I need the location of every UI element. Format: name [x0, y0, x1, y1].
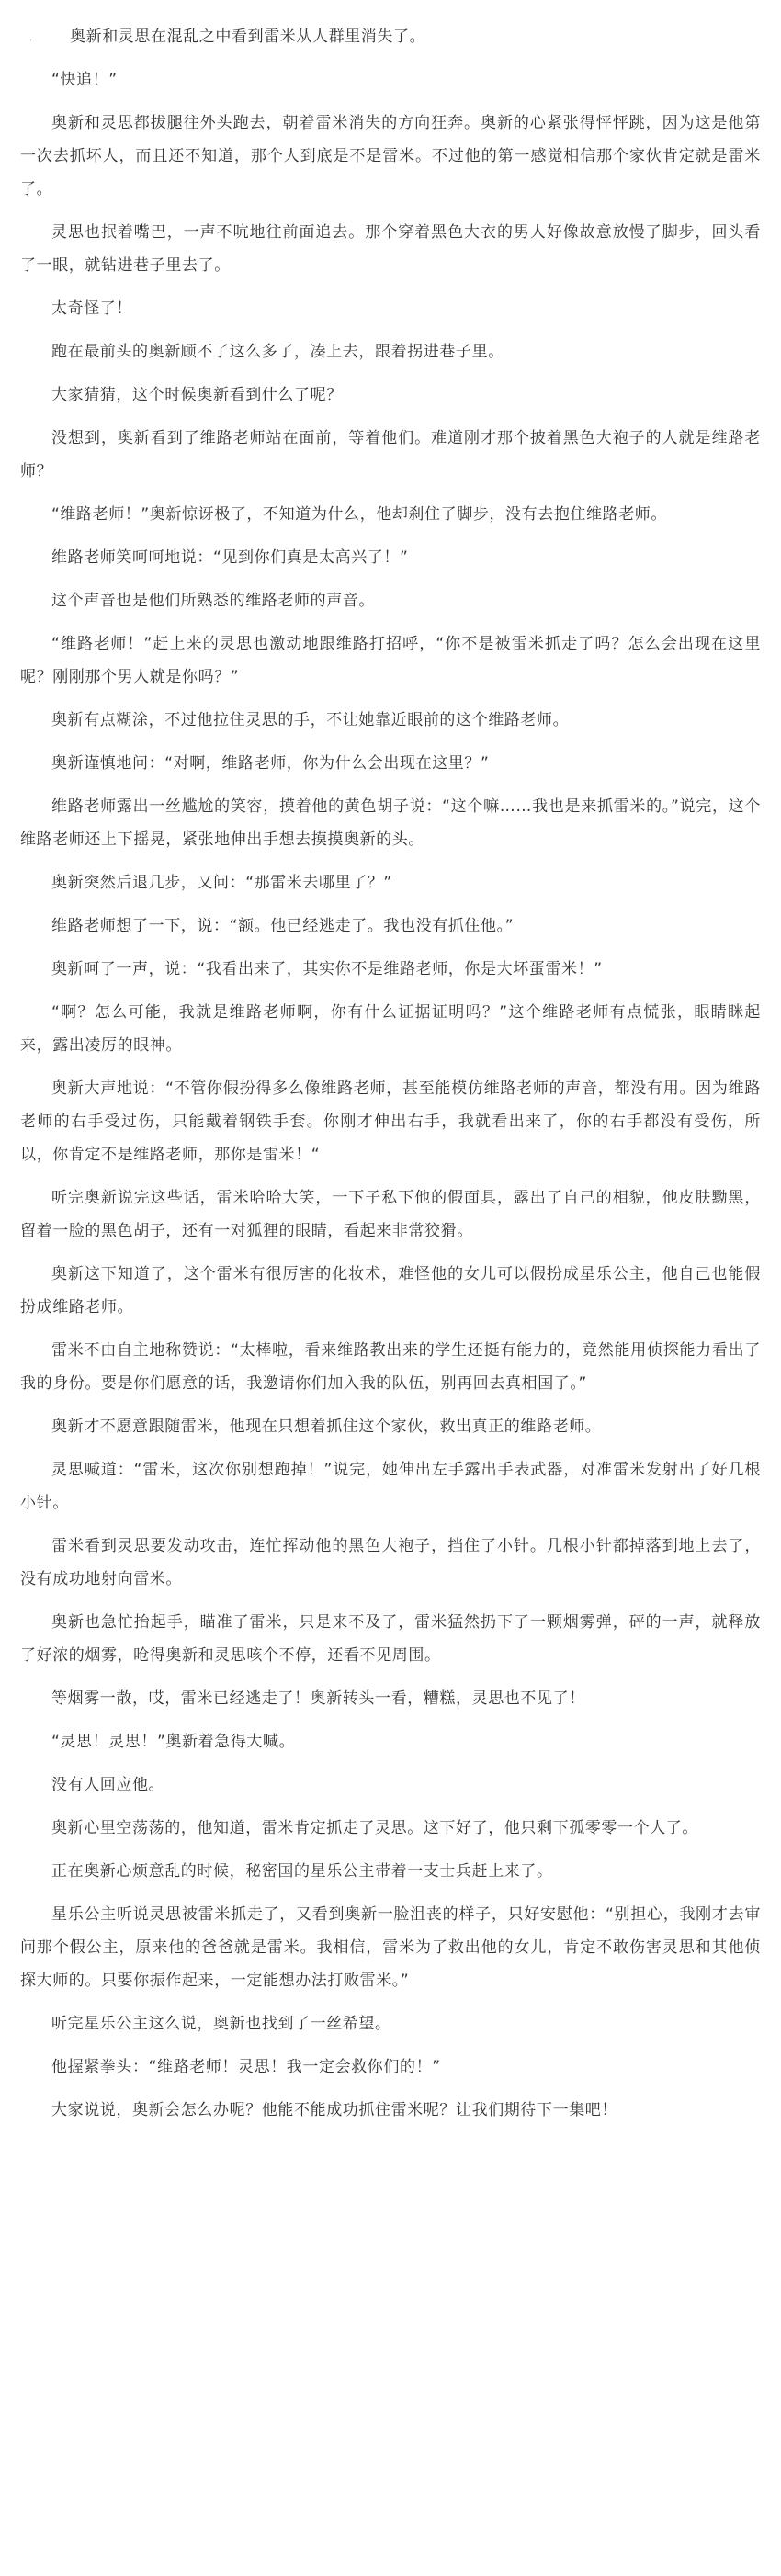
lead-mark: .: [29, 33, 33, 43]
story-paragraph: 大家说说，奥新会怎么办呢？他能不能成功抓住雷米呢？让我们期待下一集吧！: [51, 2101, 617, 2119]
story-paragraph: “啊？怎么可能，我就是维路老师啊，你有什么证据证明吗？”这个维路老师有点慌张，眼睛眯起来，露出凌厉的眼神。: [20, 1003, 761, 1055]
story-paragraph: 灵思也抿着嘴巴，一声不吭地往前面追去。那个穿着黑色大衣的男人好像故意放慢了脚步，回头看了一眼，就钻进巷子里去了。: [20, 223, 761, 275]
story-paragraph: 奥新有点糊涂，不过他拉住灵思的手，不让她靠近眼前的这个维路老师。: [51, 711, 570, 729]
story-paragraph: 灵思喊道：“雷米，这次你别想跑掉！”说完，她伸出左手露出手表武器，对准雷米发射出了好几根小针。: [20, 1461, 761, 1512]
story-paragraph: “快追！”: [51, 71, 118, 89]
story-paragraph: 正在奥新心烦意乱的时候，秘密国的星乐公主带着一支士兵赶上来了。: [51, 1862, 553, 1881]
story-paragraph: “维路老师！”奥新惊讶极了，不知道为什么，他却刹住了脚步，没有去抱住维路老师。: [51, 505, 668, 524]
story-paragraph: 维路老师笑呵呵地说：“见到你们真是太高兴了！”: [51, 548, 409, 567]
story-paragraph: 奥新突然后退几步，又问：“那雷米去哪里了？”: [51, 874, 392, 892]
story-paragraph: 奥新也急忙抬起手，瞄准了雷米，只是来不及了，雷米猛然扔下了一颗烟雾弹，砰的一声，就释放了好浓的烟雾，呛得奥新和灵思咳个不停，还看不见周围。: [20, 1613, 761, 1665]
story-paragraph: 奥新和灵思在混乱之中看到雷米从人群里消失了。: [70, 28, 426, 46]
story-paragraph: 听完星乐公主这么说，奥新也找到了一丝希望。: [51, 2015, 391, 2033]
story-paragraph: 雷米看到灵思要发动攻击，连忙挥动他的黑色大袍子，挡住了小针。几根小针都掉落到地上去了，没有成功地射向雷米。: [20, 1537, 761, 1588]
story-paragraph: 没有人回应他。: [51, 1776, 165, 1794]
story-paragraph: 维路老师露出一丝尴尬的笑容，摸着他的黄色胡子说：“这个嘛……我也是来抓雷米的。”说完，这个维路老师还上下摇晃，紧张地伸出手想去摸摸奥新的头。: [20, 797, 761, 849]
story-paragraph: 奥新这下知道了，这个雷米有很厉害的化妆术，难怪他的女儿可以假扮成星乐公主，他自己也能假扮成维路老师。: [20, 1265, 761, 1316]
story-paragraph: 奥新才不愿意跟随雷米，他现在只想着抓住这个家伙，救出真正的维路老师。: [51, 1418, 602, 1436]
story-paragraph: 跑在最前头的奥新顾不了这么多了，凑上去，跟着拐进巷子里。: [51, 343, 504, 361]
story-paragraph: 太奇怪了！: [51, 299, 132, 318]
story-paragraph: 等烟雾一散，哎，雷米已经逃走了！奥新转头一看，糟糕，灵思也不见了！: [51, 1689, 585, 1708]
story-paragraph: “灵思！灵思！”奥新着急得大喊。: [51, 1733, 296, 1751]
story-paragraph: 奥新和灵思都拔腿往外头跑去，朝着雷米消失的方向狂奔。奥新的心紧张得怦怦跳，因为这是他第一次去抓坏人，而且还不知道，那个人到底是不是雷米。不过他的第一感觉相信那个家伙肯定就是雷米了。: [20, 114, 761, 198]
story-paragraph: 奥新呵了一声，说：“我看出来了，其实你不是维路老师，你是大坏蛋雷米！”: [51, 960, 603, 978]
story-paragraph: 没想到，奥新看到了维路老师站在面前，等着他们。难道刚才那个披着黑色大袍子的人就是维路老师？: [20, 429, 761, 480]
story-paragraph: 奥新心里空荡荡的，他知道，雷米肯定抓走了灵思。这下好了，他只剩下孤零零一个人了。: [51, 1819, 698, 1837]
story-paragraph: 维路老师想了一下，说：“额。他已经逃走了。我也没有抓住他。”: [51, 917, 515, 935]
story-paragraph: 大家猜猜，这个时候奥新看到什么了呢？: [51, 386, 343, 404]
story-paragraph: 他握紧拳头：“维路老师！灵思！我一定会救你们的！”: [51, 2058, 441, 2076]
story-paragraph: 奥新谨慎地问：“对啊，维路老师，你为什么会出现在这里？”: [51, 754, 490, 773]
story-paragraph: 听完奥新说完这些话，雷米哈哈大笑，一下子私下他的假面具，露出了自己的相貌，他皮肤黝黑，留着一脸的黑色胡子，还有一对狐狸的眼睛，看起来非常狡猾。: [20, 1189, 761, 1240]
story-paragraph: 星乐公主听说灵思被雷米抓走了，又看到奥新一脸沮丧的样子，只好安慰他：“别担心，我刚才去审问那个假公主，原来他的爸爸就是雷米。我相信，雷米为了救出他的女儿，肯定不敢伤害灵思和其他侦探大师的。只要你振作起来，一定能想办法打败雷米。”: [20, 1905, 761, 1990]
story-paragraph: 奥新大声地说：“不管你假扮得多么像维路老师，甚至能模仿维路老师的声音，都没有用。因为维路老师的右手受过伤，只能戴着钢铁手套。你刚才伸出右手，我就看出来了，你的右手都没有受伤，所以，你肯定不是维路老师，那你是雷米！“: [20, 1079, 761, 1164]
story-paragraph: “维路老师！”赶上来的灵思也激动地跟维路打招呼，“你不是被雷米抓走了吗？怎么会出现在这里呢？刚刚那个男人就是你吗？”: [20, 635, 761, 686]
story-paragraph: 这个声音也是他们所熟悉的维路老师的声音。: [51, 592, 375, 610]
story-paragraph: 雷米不由自主地称赞说：“太棒啦，看来维路教出来的学生还挺有能力的，竟然能用侦探能力看出了我的身份。要是你们愿意的话，我邀请你们加入我的队伍，别再回去真相国了。”: [20, 1341, 761, 1393]
